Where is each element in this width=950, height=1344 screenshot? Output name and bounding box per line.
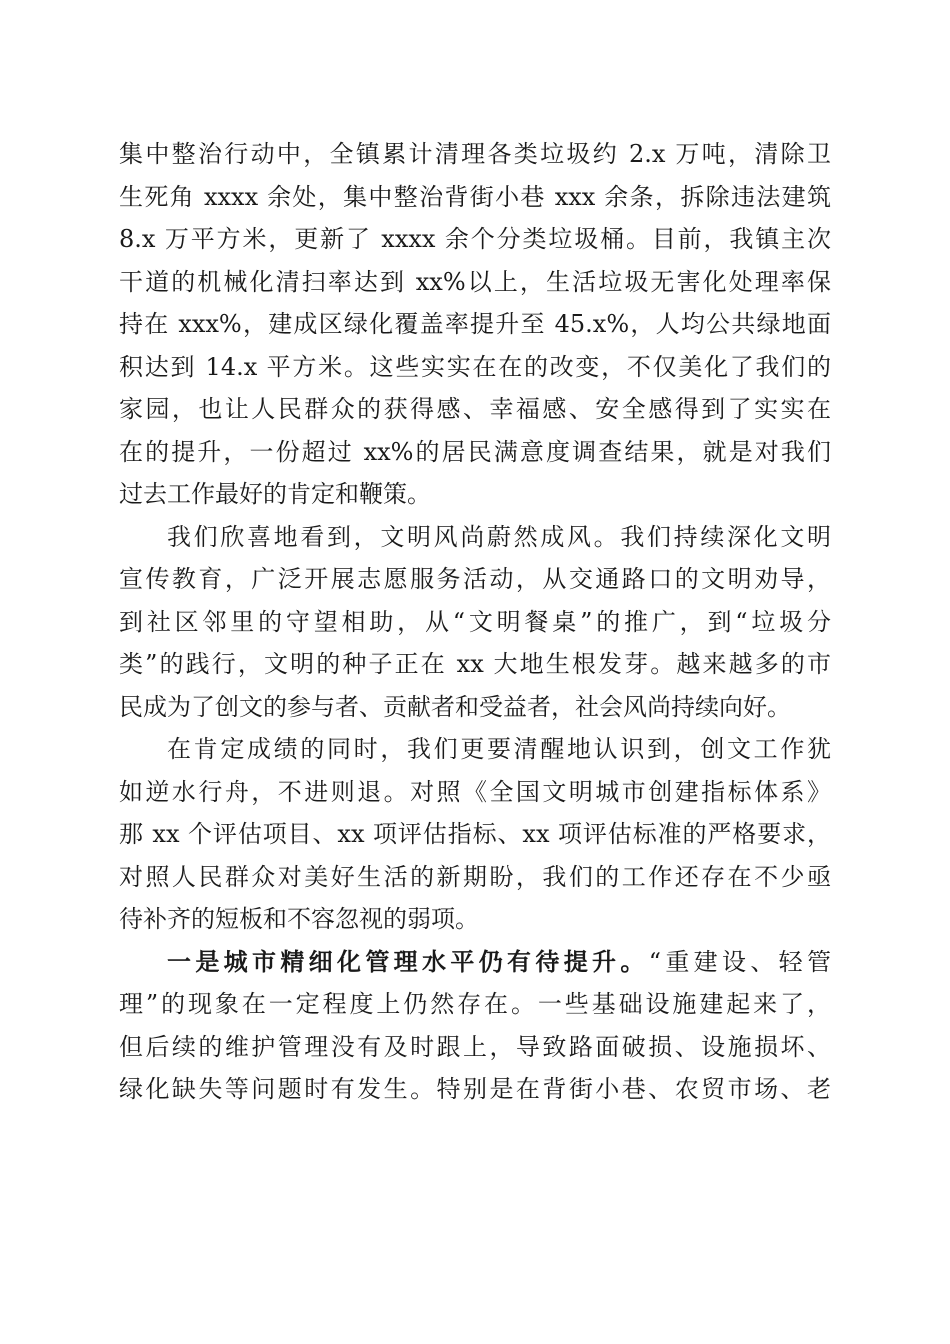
text-line: 集中整治行动中，全镇累计清理各类垃圾约 2.x 万吨，清除卫 [119,140,831,168]
text-line: 如逆水行舟，不进则退。对照《全国文明城市创建指标体系》 [119,777,831,806]
text-line: 理”的现象在一定程度上仍然存在。一些基础设施建起来了， [119,990,831,1018]
text-line [119,941,831,984]
text-line: 但后续的维护管理没有及时跟上，导致路面破损、设施损坏、 [119,1032,831,1061]
paragraph-achievements [119,133,831,516]
text-line: 积达到 14.x 平方米。这些实实在在的改变，不仅美化了我们的 [119,352,831,381]
text-line: 绿化缺失等问题时有发生。特别是在背街小巷、农贸市场、老 [119,1075,831,1103]
text-line: 在的提升，一份超过 xx%的居民满意度调查结果，就是对我们 [119,437,831,466]
text-line: 我们欣喜地看到，文明风尚蔚然成风。我们持续深化文明 [167,522,831,551]
text-line: 宣传教育，广泛开展志愿服务活动，从交通路口的文明劝导， [119,565,831,593]
paragraph-shortcomings [119,728,831,941]
text-line: 家园，也让人民群众的获得感、幸福感、安全感得到了实实在 [119,395,831,423]
text-line: 持在 xxx%，建成区绿化覆盖率提升至 45.x%，人均公共绿地面 [119,310,831,338]
text-line: 民成为了创文的参与者、贡献者和受益者，社会风尚持续向好。 [119,692,791,721]
text-line: 对照人民群众对美好生活的新期盼，我们的工作还存在不少亟 [119,862,831,891]
text-line: 在肯定成绩的同时，我们更要清醒地认识到，创文工作犹 [167,735,831,763]
text-fragment: “重建设、轻管 [648,947,832,976]
text-line: 到社区邻里的守望相助，从“文明餐桌”的推广，到“垃圾分 [119,607,831,636]
paragraph-point-one [119,941,831,1111]
paragraph-civilization [119,516,831,729]
text-line: 类”的践行，文明的种子正在 xx 大地生根发芽。越来越多的市 [119,650,831,678]
text-line: 那 xx 个评估项目、xx 项评估指标、xx 项评估标准的严格要求， [119,820,831,848]
text-line: 干道的机械化清扫率达到 xx%以上，生活垃圾无害化处理率保 [119,267,831,296]
document-body [119,133,831,1111]
text-line: 生死角 xxxx 余处，集中整治背街小巷 xxx 余条，拆除违法建筑 [119,182,831,211]
text-line: 8.x 万平方米，更新了 xxxx 余个分类垃圾桶。目前，我镇主次 [119,225,831,253]
point-heading: 一是城市精细化管理水平仍有待提升。 [167,946,649,976]
text-line: 过去工作最好的肯定和鞭策。 [119,480,431,508]
text-line: 待补齐的短板和不容忽视的弱项。 [119,905,479,933]
